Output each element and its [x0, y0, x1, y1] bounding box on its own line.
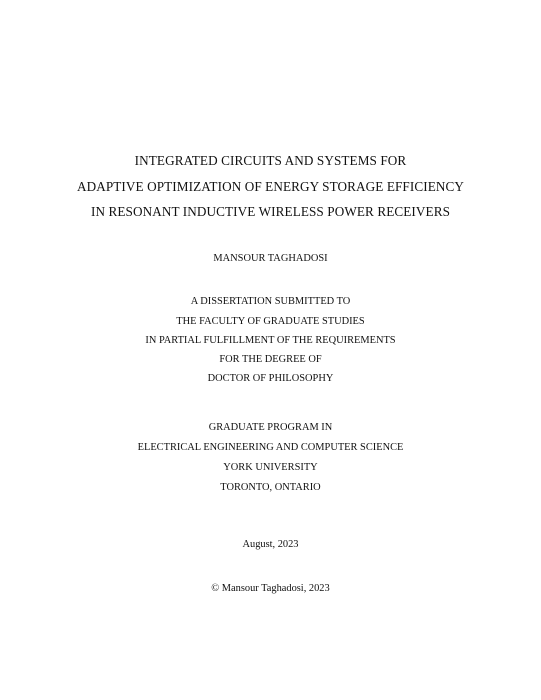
program-name: ELECTRICAL ENGINEERING AND COMPUTER SCIENCE — [137, 442, 404, 453]
university-location: TORONTO, ONTARIO — [220, 482, 321, 493]
author-name: MANSOUR TAGHADOSI — [213, 253, 328, 264]
submission-date: August, 2023 — [242, 539, 299, 550]
thesis-title-line-3: IN RESONANT INDUCTIVE WIRELESS POWER RECEIVERS — [90, 204, 451, 219]
submission-line-3: IN PARTIAL FULFILLMENT OF THE REQUIREMENTS — [145, 335, 396, 346]
university-name: YORK UNIVERSITY — [223, 462, 318, 473]
thesis-title-line-2: ADAPTIVE OPTIMIZATION OF ENERGY STORAGE EFFICIENCY — [76, 179, 465, 194]
program-line-1: GRADUATE PROGRAM IN — [208, 422, 333, 433]
submission-line-1: A DISSERTATION SUBMITTED TO — [190, 296, 351, 307]
copyright-notice: © Mansour Taghadosi, 2023 — [211, 583, 330, 594]
thesis-title-line-1: INTEGRATED CIRCUITS AND SYSTEMS FOR — [134, 153, 407, 168]
degree-name: DOCTOR OF PHILOSOPHY — [207, 373, 334, 384]
submission-line-4: FOR THE DEGREE OF — [219, 354, 322, 365]
submission-line-2: THE FACULTY OF GRADUATE STUDIES — [176, 316, 365, 327]
